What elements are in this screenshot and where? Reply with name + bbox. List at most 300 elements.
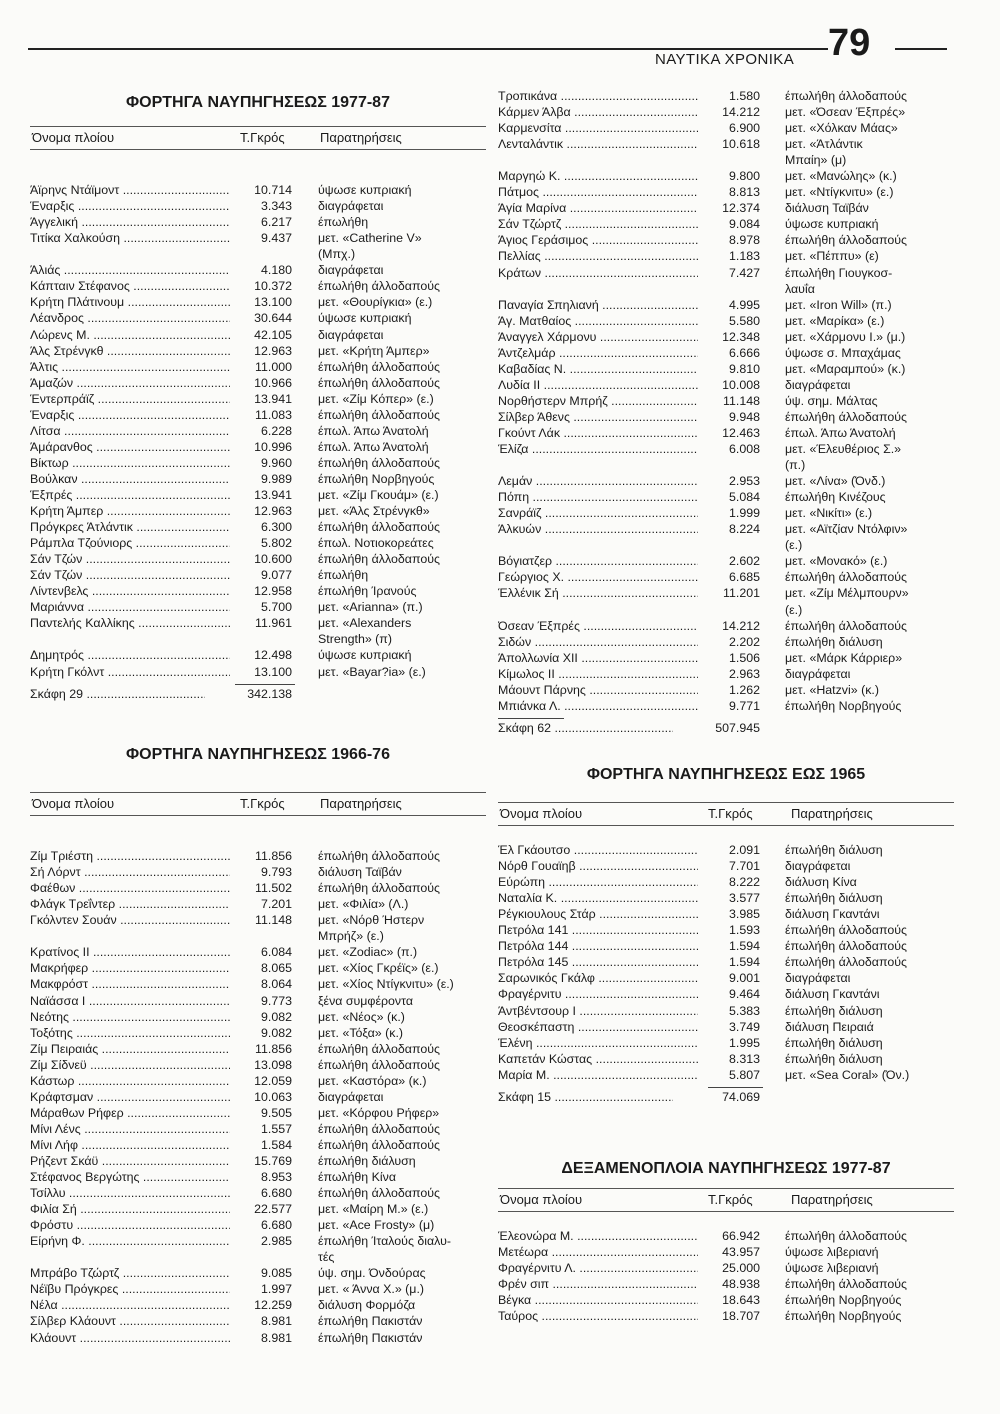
ship-name: Έντερπράϊζ ..... bbox=[30, 391, 230, 407]
gross-tons: 9.793 bbox=[260, 865, 292, 880]
remarks: Μπαίη» (μ) bbox=[785, 153, 847, 168]
gross-tons: 12.498 bbox=[254, 648, 292, 663]
remarks: έπωλήθη άλλοδαπούς bbox=[318, 552, 440, 567]
gross-tons: 8.978 bbox=[728, 233, 760, 248]
remarks: διάλυση Φορμόζα bbox=[318, 1298, 416, 1313]
gross-tons: 66.942 bbox=[722, 1229, 760, 1244]
gross-tons: 30.644 bbox=[254, 311, 292, 326]
gross-tons: 1.995 bbox=[728, 1035, 760, 1050]
gross-tons: 9.464 bbox=[728, 987, 760, 1002]
column-header bbox=[498, 1188, 954, 1212]
remarks: έπωλήθη διάλυση bbox=[785, 1035, 883, 1050]
gross-tons: 25.000 bbox=[722, 1261, 760, 1276]
gross-tons: 2.953 bbox=[728, 474, 760, 489]
remarks: διάλυση Ταϊβάν bbox=[318, 865, 402, 880]
gross-tons: 11.148 bbox=[723, 393, 760, 408]
gross-tons: 11.000 bbox=[255, 359, 292, 374]
ship-name: Τοξότης ..... bbox=[30, 1025, 230, 1041]
remarks: μετ. «Όσεαν Έξπρές» bbox=[785, 105, 906, 120]
col-gross-tons: Τ.Γκρός bbox=[708, 806, 753, 821]
gross-tons: 12.348 bbox=[722, 329, 760, 344]
gross-tons: 11.148 bbox=[255, 913, 292, 928]
table-row bbox=[30, 487, 486, 503]
remarks: έπωλ. Άπω Άνατολή bbox=[318, 439, 429, 454]
table-row bbox=[498, 489, 954, 505]
total-value: 342.138 bbox=[247, 686, 292, 701]
table-row bbox=[30, 1185, 486, 1201]
table-row bbox=[498, 200, 954, 216]
remarks: διάλυση Γκαντάνι bbox=[785, 987, 880, 1002]
table-row bbox=[30, 928, 486, 944]
gross-tons: 18.707 bbox=[722, 1309, 760, 1324]
gross-tons: 12.463 bbox=[722, 425, 760, 440]
section-title: ΦΟΡΤΗΓΑ ΝΑΥΠΗΓΗΣΕΩΣ ΕΩΣ 1965 bbox=[586, 766, 866, 783]
ship-name: Φλάγκ Τρεΐντερ ..... bbox=[30, 896, 230, 912]
table-row bbox=[30, 1137, 486, 1153]
remarks: (Μπχ.) bbox=[318, 247, 356, 262]
col-gross-tons: Τ.Γκρός bbox=[240, 796, 285, 811]
table-row bbox=[498, 505, 954, 521]
ship-name: Σάν Τζών ..... bbox=[30, 551, 230, 567]
gross-tons: 48.938 bbox=[722, 1277, 760, 1292]
table-row bbox=[30, 214, 486, 230]
table-row bbox=[498, 618, 954, 634]
ship-name: Ζίμ Τριέστη ..... bbox=[30, 848, 230, 864]
ship-name: Τιτίκα Χαλκούση ..... bbox=[30, 230, 230, 246]
gross-tons: 9.948 bbox=[728, 409, 760, 424]
gross-tons: 43.957 bbox=[722, 1245, 760, 1260]
gross-tons: 11.502 bbox=[255, 881, 292, 896]
ship-name: Φρόστυ ..... bbox=[30, 1217, 230, 1233]
table-row bbox=[30, 912, 486, 928]
table-row bbox=[498, 650, 954, 666]
remarks: μετ. «Θουρίγκια» (ε.) bbox=[318, 295, 433, 310]
ship-name: Φρέν σιπ ..... bbox=[498, 1276, 698, 1292]
ship-name: Ρέγκιουλους Στάρ ..... bbox=[498, 906, 698, 922]
remarks: μετ. «Χόλκαν Μάας» bbox=[785, 121, 898, 136]
ship-name: Σαρωνικός Γκάλφ ..... bbox=[498, 970, 698, 986]
gross-tons: 9.082 bbox=[260, 1025, 292, 1040]
gross-tons: 6.685 bbox=[728, 570, 760, 585]
ship-name: Βίκτωρ ..... bbox=[30, 455, 230, 471]
ship-name: Νέλα ..... bbox=[30, 1297, 230, 1313]
gross-tons: 2.202 bbox=[728, 634, 760, 649]
ship-name: Μπιάνκα Λ. ..... bbox=[498, 698, 698, 714]
ship-name: Κάρμεν Άλβα ..... bbox=[498, 104, 698, 120]
remarks: τές bbox=[318, 1250, 335, 1265]
gross-tons: 1.557 bbox=[260, 1121, 292, 1136]
table-row bbox=[30, 166, 486, 182]
remarks: μετ. «Νέος» (κ.) bbox=[318, 1009, 405, 1024]
section-cargo-to-1965 bbox=[498, 764, 954, 1106]
ship-name: Μαρία Μ. ..... bbox=[498, 1067, 698, 1083]
table-row bbox=[30, 198, 486, 214]
ship-name: Γεώργιος Χ. ..... bbox=[498, 569, 698, 585]
table-row bbox=[498, 232, 954, 248]
ship-name: Καπετάν Κώστας ..... bbox=[498, 1051, 698, 1067]
remarks: (π.) bbox=[785, 458, 806, 473]
table-row bbox=[498, 585, 954, 601]
ship-name: Άπολλωνία ΧΙΙ ..... bbox=[498, 650, 698, 666]
gross-tons: 3.749 bbox=[728, 1019, 760, 1034]
gross-tons: 11.961 bbox=[255, 616, 292, 631]
table-row bbox=[30, 503, 486, 519]
gross-tons: 2.091 bbox=[728, 843, 760, 858]
table-row bbox=[30, 631, 486, 647]
table-row bbox=[498, 297, 954, 313]
col-ship-name: Όνομα πλοίου bbox=[500, 806, 583, 821]
column-header bbox=[30, 792, 486, 816]
ship-list bbox=[498, 1212, 954, 1324]
table-row bbox=[30, 848, 486, 864]
total-row bbox=[498, 1088, 954, 1106]
remarks: έπωλήθη άλλοδαπούς bbox=[318, 1186, 440, 1201]
remarks: διαγράφεται bbox=[785, 377, 851, 392]
remarks: μετ. «Κρήτη Άμπερ» bbox=[318, 343, 430, 358]
total-label: Σκάφη 62 ..... bbox=[498, 719, 673, 737]
remarks: διαγράφεται bbox=[785, 971, 851, 986]
gross-tons: 1.997 bbox=[260, 1282, 292, 1297]
ship-name: Ναταλία Κ. ..... bbox=[498, 890, 698, 906]
ship-name: Παντελής Καλλίκης ..... bbox=[30, 615, 230, 631]
table-row bbox=[30, 1201, 486, 1217]
total-value: 74.069 bbox=[722, 1089, 760, 1104]
remarks: έπωλήθη Νορβηγούς bbox=[318, 471, 435, 486]
remarks: μετ. «Bayar?ia» (ε.) bbox=[318, 664, 426, 679]
remarks: έπωλήθη Κίνα bbox=[318, 1170, 397, 1185]
gross-tons: 12.963 bbox=[254, 343, 292, 358]
page-number: 79 bbox=[828, 22, 871, 64]
table-row bbox=[30, 599, 486, 615]
gross-tons: 10.618 bbox=[722, 137, 760, 152]
ship-name: Κάπταιν Στέφανος ..... bbox=[30, 278, 230, 294]
ship-name: Ναϊάσσα Ι ..... bbox=[30, 993, 230, 1009]
gross-tons: 4.995 bbox=[728, 297, 760, 312]
table-row bbox=[498, 954, 954, 970]
table-row bbox=[30, 278, 486, 294]
total-label: Σκάφη 29 ..... bbox=[30, 685, 205, 703]
table-row bbox=[498, 1228, 954, 1244]
table-row bbox=[30, 327, 486, 343]
ship-list bbox=[30, 816, 486, 1346]
gross-tons: 9.077 bbox=[260, 568, 292, 583]
remarks: ύψωσε κυπριακή bbox=[318, 648, 412, 663]
gross-tons: 11.083 bbox=[255, 407, 292, 422]
table-row bbox=[30, 647, 486, 663]
table-row bbox=[30, 535, 486, 551]
remarks: μετ. «Αϊτζίαν Ντόλφιν» bbox=[785, 522, 908, 537]
remarks: μετ. «Πέππυ» (ε) bbox=[785, 249, 879, 264]
gross-tons: 18.643 bbox=[722, 1293, 760, 1308]
remarks: ύψωσε κυπριακή bbox=[318, 183, 412, 198]
table-row bbox=[498, 938, 954, 954]
table-row bbox=[30, 816, 486, 832]
remarks: μετ. «Καστόρα» (κ.) bbox=[318, 1073, 427, 1088]
table-row bbox=[30, 1153, 486, 1169]
remarks: έπωλήθη Ίρανούς bbox=[318, 584, 417, 599]
table-row bbox=[30, 944, 486, 960]
remarks: μετ. «Νόρθ Ήστερν bbox=[318, 913, 425, 928]
remarks: έπωλήθη άλλοδαπούς bbox=[785, 570, 907, 585]
table-row bbox=[498, 826, 954, 842]
ship-name: Παναγία Σπηλιανή ..... bbox=[498, 297, 698, 313]
gross-tons: 12.958 bbox=[254, 584, 292, 599]
table-row bbox=[30, 1105, 486, 1121]
ship-name: Ταύρος ..... bbox=[498, 1308, 698, 1324]
table-row bbox=[498, 361, 954, 377]
remarks: διάλυση Πειραιά bbox=[785, 1019, 874, 1034]
col-remarks: Παρατηρήσεις bbox=[791, 806, 873, 821]
table-row bbox=[498, 120, 954, 136]
table-row bbox=[30, 832, 486, 848]
gross-tons: 11.856 bbox=[255, 849, 292, 864]
ship-name: Καρμενσίτα ..... bbox=[498, 120, 698, 136]
ship-name: Φραγέρνιτυ ..... bbox=[498, 986, 698, 1002]
gross-tons: 22.577 bbox=[254, 1202, 292, 1217]
gross-tons: 14.212 bbox=[722, 618, 760, 633]
table-row bbox=[498, 698, 954, 714]
remarks: μετ. «Ζίμ Κόπερ» (ε.) bbox=[318, 391, 434, 406]
gross-tons: 1.506 bbox=[728, 650, 760, 665]
remarks: έπωλήθη διάλυση bbox=[318, 1153, 416, 1168]
col-ship-name: Όνομα πλοίου bbox=[32, 796, 115, 811]
remarks: μετ. «Έλευθέριος Σ.» bbox=[785, 442, 902, 457]
gross-tons: 6.900 bbox=[728, 121, 760, 136]
ship-name: Κράφτσμαν ..... bbox=[30, 1089, 230, 1105]
ship-name: Σάν Τζών ..... bbox=[30, 567, 230, 583]
ship-name: Μαργηώ Κ. ..... bbox=[498, 168, 698, 184]
col-remarks: Παρατηρήσεις bbox=[320, 130, 402, 145]
ship-name: Πετρόλα 144 ..... bbox=[498, 938, 698, 954]
ship-name: Φαέθων ..... bbox=[30, 880, 230, 896]
gross-tons: 13.941 bbox=[254, 391, 292, 406]
remarks: ύψωσε κυπριακή bbox=[785, 217, 879, 232]
table-row bbox=[30, 1281, 486, 1297]
remarks: μετ. «Hatzvi» (κ.) bbox=[785, 682, 879, 697]
table-row bbox=[498, 553, 954, 569]
table-row bbox=[498, 858, 954, 874]
ship-name: Μαριάννα ..... bbox=[30, 599, 230, 615]
gross-tons: 4.180 bbox=[260, 263, 292, 278]
gross-tons: 6.217 bbox=[260, 215, 292, 230]
table-row bbox=[498, 104, 954, 120]
table-row bbox=[498, 1067, 954, 1083]
gross-tons: 1.594 bbox=[728, 939, 760, 954]
remarks: μετ. «Λίνα» (Όνδ.) bbox=[785, 474, 886, 489]
section-title: ΦΟΡΤΗΓΑ ΝΑΥΠΗΓΗΣΕΩΣ 1977-87 bbox=[126, 94, 390, 111]
remarks: ύψωσε λιβεριανή bbox=[785, 1261, 879, 1276]
ship-name: Έλ Γκάουτσο ..... bbox=[498, 842, 698, 858]
table-row bbox=[30, 1297, 486, 1313]
table-row bbox=[498, 602, 954, 618]
remarks: Μπρήζ» (ε.) bbox=[318, 929, 384, 944]
remarks: μετ. «Iron Will» (π.) bbox=[785, 297, 892, 312]
table-row bbox=[498, 569, 954, 585]
ship-name: Βούλκαν ..... bbox=[30, 471, 230, 487]
ship-name: Σή Λόρντ ..... bbox=[30, 864, 230, 880]
ship-name: Τροπικάνα ..... bbox=[498, 88, 698, 104]
table-row bbox=[498, 1244, 954, 1260]
table-row bbox=[30, 664, 486, 680]
gross-tons: 13.941 bbox=[254, 487, 292, 502]
header-rule-left bbox=[28, 48, 828, 50]
gross-tons: 5.807 bbox=[728, 1067, 760, 1082]
col-ship-name: Όνομα πλοίου bbox=[500, 1192, 583, 1207]
table-row bbox=[498, 842, 954, 858]
gross-tons: 3.985 bbox=[728, 907, 760, 922]
remarks: έπωλήθη άλλοδαπούς bbox=[318, 849, 440, 864]
gross-tons: 1.580 bbox=[728, 89, 760, 103]
table-row bbox=[498, 345, 954, 361]
ship-name: Έξπρές ..... bbox=[30, 487, 230, 503]
gross-tons: 14.212 bbox=[722, 105, 760, 120]
table-row bbox=[30, 391, 486, 407]
remarks: μετ. «Arianna» (π.) bbox=[318, 600, 423, 615]
remarks: έπωλήθη Πακιστάν bbox=[318, 1330, 423, 1345]
ship-name: Φιλία Σή ..... bbox=[30, 1201, 230, 1217]
gross-tons: 6.084 bbox=[260, 945, 292, 960]
remarks: διάλυση Γκαντάνι bbox=[785, 907, 880, 922]
table-row bbox=[30, 294, 486, 310]
header-rule-right bbox=[895, 48, 947, 50]
total-row bbox=[30, 685, 486, 703]
total-label: Σκάφη 15 ..... bbox=[498, 1088, 673, 1106]
ship-name: Τσίλλυ ..... bbox=[30, 1185, 230, 1201]
ship-name: Άγ. Ματθαίος ..... bbox=[498, 313, 698, 329]
table-row bbox=[30, 1330, 486, 1346]
table-row bbox=[30, 1249, 486, 1265]
table-row bbox=[498, 88, 954, 104]
gross-tons: 8.222 bbox=[728, 875, 760, 890]
remarks: έπωλ. Νοτιοκορεάτες bbox=[318, 536, 434, 551]
table-row bbox=[30, 246, 486, 262]
gross-tons: 3.577 bbox=[728, 891, 760, 906]
remarks: μετ. «Μονακό» (ε.) bbox=[785, 554, 888, 569]
remarks: έπωλήθη άλλοδαπούς bbox=[785, 1229, 907, 1244]
gross-tons: 3.343 bbox=[260, 199, 292, 214]
table-row bbox=[498, 1212, 954, 1228]
ship-name: Γκούντ Λάκ ..... bbox=[498, 425, 698, 441]
table-row bbox=[498, 393, 954, 409]
table-row bbox=[498, 441, 954, 457]
remarks: έπωλήθη άλλοδαπούς bbox=[318, 1137, 440, 1152]
ship-name: Νορθήστερν Μπρήζ ..... bbox=[498, 393, 698, 409]
remarks: διάλυση Κίνα bbox=[785, 875, 857, 890]
gross-tons: 42.105 bbox=[254, 327, 292, 342]
ship-name: Στέφανος Βεργώτης ..... bbox=[30, 1169, 230, 1185]
ship-name: Κίμωλος ΙΙ ..... bbox=[498, 666, 698, 682]
gross-tons: 6.008 bbox=[728, 442, 760, 457]
remarks: διαγράφεται bbox=[318, 199, 384, 214]
ship-name: Σιδών ..... bbox=[498, 634, 698, 650]
col-remarks: Παρατηρήσεις bbox=[320, 796, 402, 811]
ship-name: Άγία Μαρίνα ..... bbox=[498, 200, 698, 216]
table-row bbox=[498, 666, 954, 682]
gross-tons: 5.580 bbox=[728, 313, 760, 328]
column-header bbox=[498, 802, 954, 826]
remarks: έπωλήθη άλλοδαπούς bbox=[318, 881, 440, 896]
remarks: έπωλήθη άλλοδαπούς bbox=[318, 375, 440, 390]
remarks: διαγράφεται bbox=[318, 1089, 384, 1104]
ship-name: Άγγελική ..... bbox=[30, 214, 230, 230]
gross-tons: 10.714 bbox=[254, 183, 292, 198]
gross-tons: 9.810 bbox=[728, 361, 760, 376]
ship-name: Δημητρός ..... bbox=[30, 647, 230, 663]
remarks: έπωλήθη Κινέζους bbox=[785, 490, 886, 505]
gross-tons: 9.773 bbox=[260, 993, 292, 1008]
table-row bbox=[498, 1019, 954, 1035]
ship-name: Σίλβερ Κλάουντ ..... bbox=[30, 1313, 230, 1329]
remarks: έπωλήθη bbox=[318, 568, 369, 583]
gross-tons: 8.813 bbox=[728, 185, 760, 200]
table-row bbox=[498, 216, 954, 232]
table-row bbox=[30, 1313, 486, 1329]
remarks: μετ. «Ζίμ Μέλμπουρν» bbox=[785, 586, 909, 601]
gross-tons: 13.098 bbox=[254, 1057, 292, 1072]
remarks: έπωλήθη διάλυση bbox=[785, 1003, 883, 1018]
table-row bbox=[30, 375, 486, 391]
remarks: μετ. «Μαρίκα» (ε.) bbox=[785, 313, 885, 328]
gross-tons: 5.084 bbox=[728, 490, 760, 505]
remarks: έπωλήθη άλλοδαπούς bbox=[785, 1277, 907, 1292]
gross-tons: 9.082 bbox=[260, 1009, 292, 1024]
ship-name: Μετέωρα ..... bbox=[498, 1244, 698, 1260]
column-header bbox=[30, 126, 486, 150]
remarks: μετ. «Άτλάντικ bbox=[785, 137, 863, 152]
table-row bbox=[498, 377, 954, 393]
gross-tons: 5.383 bbox=[728, 1003, 760, 1018]
table-row bbox=[498, 1051, 954, 1067]
gross-tons: 9.001 bbox=[728, 971, 760, 986]
ship-name: Μακρήφερ ..... bbox=[30, 960, 230, 976]
ship-name: Άλτις ..... bbox=[30, 359, 230, 375]
ship-name: Άμάρανθος ..... bbox=[30, 439, 230, 455]
remarks: μετ. «Τόξα» (κ.) bbox=[318, 1025, 404, 1040]
table-row bbox=[498, 537, 954, 553]
ship-name: Ράμπλα Τζούνιορς ..... bbox=[30, 535, 230, 551]
gross-tons: 12.059 bbox=[254, 1073, 292, 1088]
remarks: μετ. «Sea Coral» (Όν.) bbox=[785, 1067, 910, 1082]
ship-name: Σίλβερ Άθενς ..... bbox=[498, 409, 698, 425]
remarks: έπωλήθη άλλοδαπούς bbox=[785, 89, 907, 103]
ship-name: Έλίζα ..... bbox=[498, 441, 698, 457]
table-row bbox=[498, 1260, 954, 1276]
remarks: μετ. «Catherine V» bbox=[318, 231, 422, 246]
ship-name: Πόπη ..... bbox=[498, 489, 698, 505]
remarks: έπωλήθη άλλοδαπούς bbox=[318, 279, 440, 294]
table-row bbox=[30, 567, 486, 583]
table-row bbox=[30, 519, 486, 535]
table-row bbox=[498, 136, 954, 152]
remarks: ύψ. σημ. Όνδούρας bbox=[318, 1266, 426, 1281]
ship-list bbox=[30, 150, 486, 680]
running-title: ΝΑΥΤΙΚΑ ΧΡΟΝΙΚΑ bbox=[655, 51, 795, 68]
ship-name: Ζίμ Πειραιάς ..... bbox=[30, 1041, 230, 1057]
ship-name: Φραγέρνιτυ Λ. ..... bbox=[498, 1260, 698, 1276]
remarks: έπωλήθη Ίταλούς διαλυ- bbox=[318, 1234, 451, 1249]
table-row bbox=[498, 521, 954, 537]
remarks: έπωλήθη άλλοδαπούς bbox=[785, 955, 907, 970]
gross-tons: 13.100 bbox=[254, 664, 292, 679]
remarks: μετ. «Χίος Ντίγκνιτυ» (ε.) bbox=[318, 977, 454, 992]
table-row bbox=[30, 423, 486, 439]
table-row bbox=[498, 313, 954, 329]
col-gross-tons: Τ.Γκρός bbox=[240, 130, 285, 145]
table-row bbox=[498, 1003, 954, 1019]
remarks: μετ. «Zodiac» (π.) bbox=[318, 945, 418, 960]
remarks: λαυΐα bbox=[785, 281, 815, 296]
table-row bbox=[30, 1057, 486, 1073]
